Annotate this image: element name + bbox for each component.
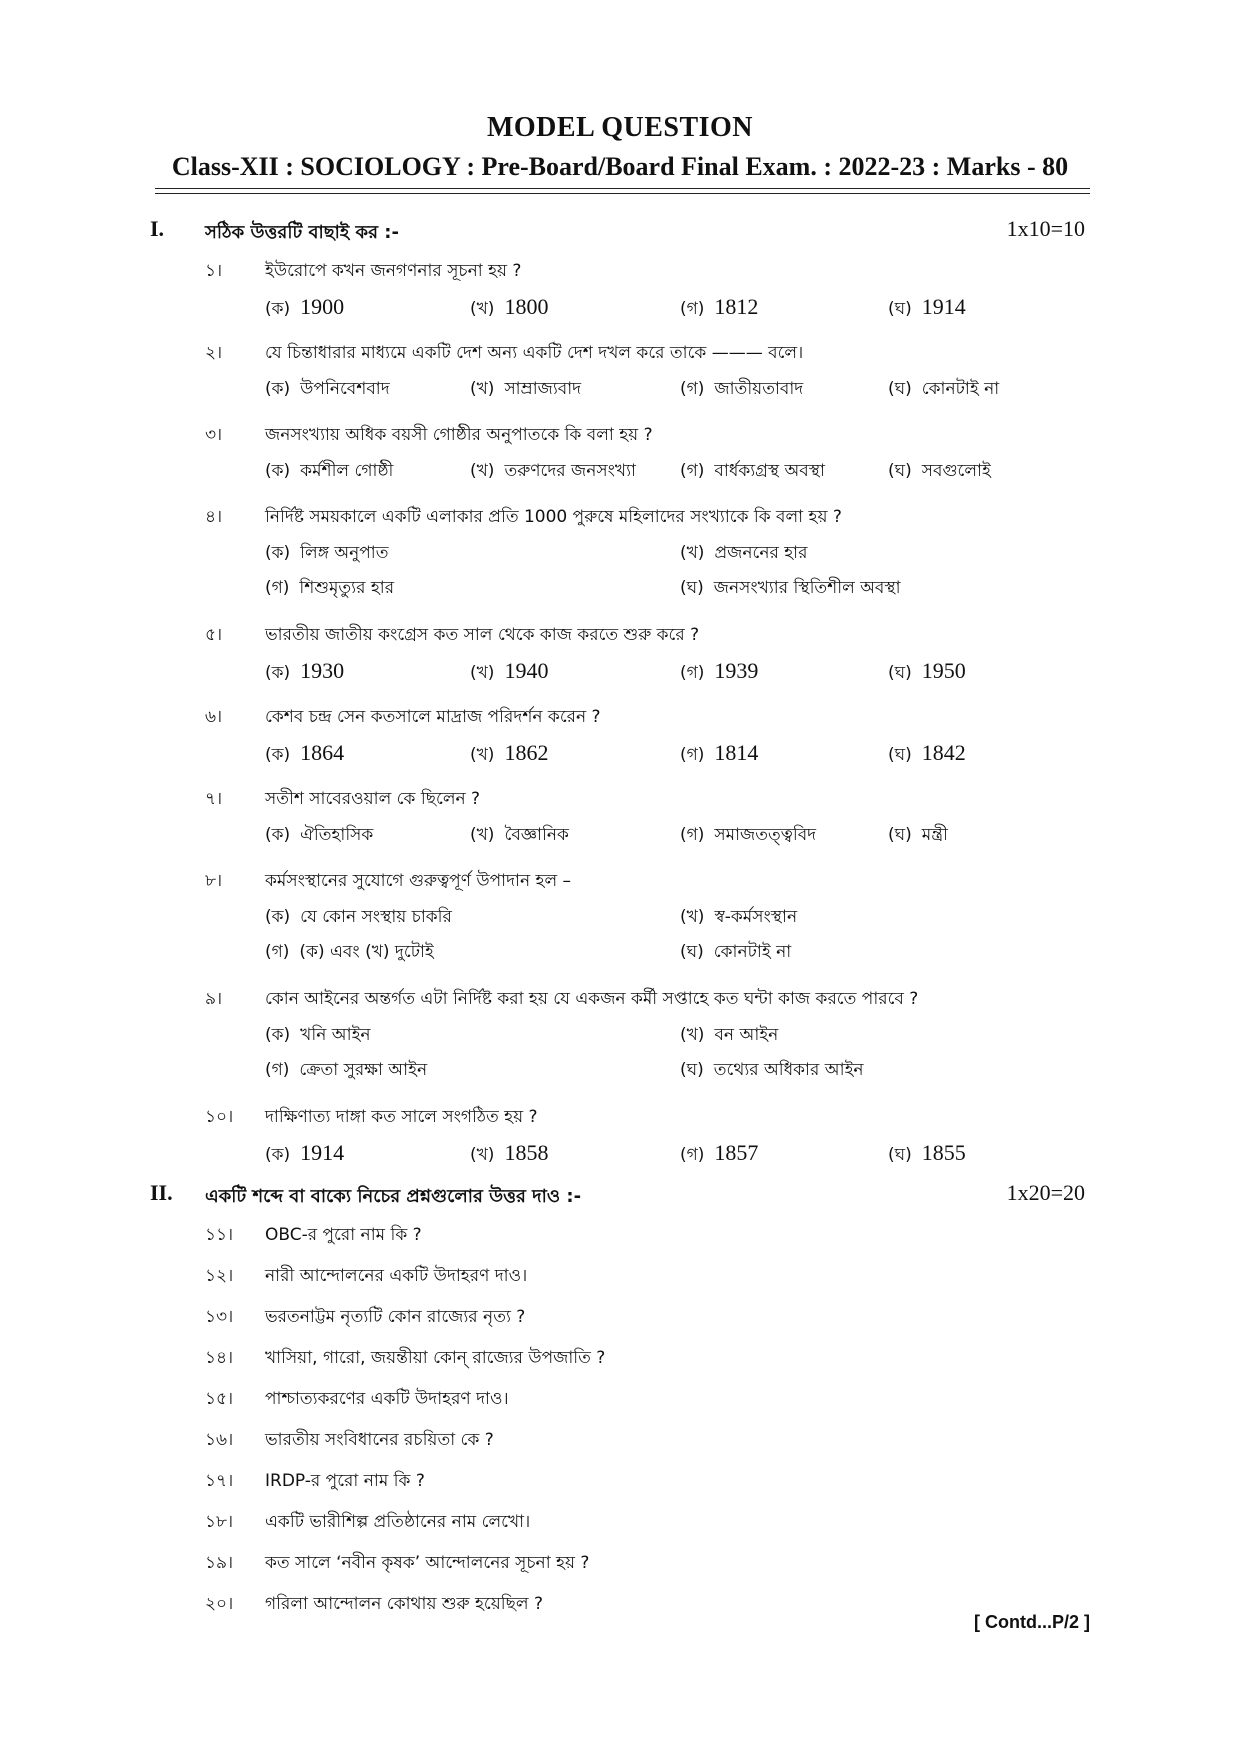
option-item [470, 458, 636, 486]
option-item [680, 904, 797, 932]
question-text: ভারতীয় জাতীয় কংগ্রেস কত সাল থেকে কাজ করতে শুরু করে ? [265, 625, 700, 645]
question-text: খাসিয়া, গারো, জয়ন্তীয়া কোন্ রাজ্যের উপজাতি ? [265, 1348, 606, 1368]
option-item [888, 458, 991, 486]
option-item [680, 540, 807, 568]
option-item [265, 575, 394, 603]
option-item [888, 740, 966, 770]
question-text: নারী আন্দোলনের একটি উদাহরণ দাও। [265, 1266, 528, 1286]
question-number: ১৩। [205, 1307, 234, 1327]
option-label: (ঘ) [888, 299, 912, 319]
option-item [265, 458, 393, 486]
option-text: যে কোন সংস্থায় চাকরি [300, 907, 452, 927]
option-text: 1939 [714, 658, 759, 683]
option-text: 1930 [300, 658, 345, 683]
header-rule-top [155, 188, 1090, 189]
section-2-number: II. [150, 1180, 173, 1205]
option-label: (খ) [470, 1145, 495, 1165]
question-text: OBC-র পুরো নাম কি ? [265, 1225, 422, 1245]
option-text: স্ব-কর্মসংস্থান [714, 907, 798, 927]
option-item [680, 939, 791, 967]
option-item [888, 658, 966, 688]
option-text: বার্ধক্যগ্রস্থ অবস্থা [714, 461, 825, 481]
option-text: 1857 [714, 1140, 759, 1165]
option-item [265, 1022, 371, 1050]
option-text: 1858 [504, 1140, 549, 1165]
option-item [680, 658, 758, 688]
option-label: (ক) [265, 299, 291, 319]
option-label: (ক) [265, 745, 291, 765]
option-text: সমাজতত্ত্ববিদ [714, 825, 817, 845]
question-number: ১০। [205, 1107, 234, 1127]
question-text: IRDP-র পুরো নাম কি ? [265, 1471, 425, 1491]
question-number: ৩। [205, 425, 223, 445]
option-item [680, 740, 758, 770]
option-label: (ঘ) [888, 825, 912, 845]
option-label: (ঘ) [888, 461, 912, 481]
option-label: (খ) [680, 1025, 705, 1045]
option-item [680, 1022, 778, 1050]
continued-note: [ Contd...P/2 ] [974, 1612, 1090, 1632]
option-label: (খ) [470, 663, 495, 683]
option-item [265, 822, 373, 850]
option-label: (খ) [470, 825, 495, 845]
option-label: (ক) [265, 1145, 291, 1165]
option-label: (ক) [265, 379, 291, 399]
option-item [265, 376, 390, 404]
option-label: (ঘ) [888, 663, 912, 683]
option-label: (খ) [680, 543, 705, 563]
option-label: (ক) [265, 543, 291, 563]
option-text: (ক) এবং (খ) দুটোই [299, 942, 434, 962]
question-number: ১৮। [205, 1512, 234, 1532]
question-text: পাশ্চাত্যকরণের একটি উদাহরণ দাও। [265, 1389, 509, 1409]
option-label: (খ) [470, 745, 495, 765]
option-item [888, 1140, 966, 1170]
option-text: 1812 [714, 294, 759, 319]
question-number: ২০। [205, 1594, 234, 1614]
page-title: MODEL QUESTION [486, 112, 754, 143]
option-label: (গ) [680, 379, 705, 399]
question-text: কর্মসংস্থানের সুযোগে গুরুত্বপূর্ণ উপাদান হল – [265, 871, 572, 891]
option-item [265, 294, 344, 324]
option-text: কোনটাই না [713, 942, 792, 962]
option-label: (ক) [265, 907, 291, 927]
option-item [680, 822, 816, 850]
option-label: (গ) [265, 1060, 290, 1080]
option-text: তরুণদের জনসংখ্যা [504, 461, 636, 481]
section-1-number: I. [150, 216, 165, 241]
question-text: জনসংখ্যায় অধিক বয়সী গোষ্ঠীর অনুপাতকে কি বলা হয় ? [265, 425, 653, 445]
option-item [470, 1140, 548, 1170]
option-label: (গ) [680, 663, 705, 683]
option-text: 1940 [504, 658, 549, 683]
option-label: (ঘ) [680, 578, 704, 598]
option-text: 1855 [921, 1140, 966, 1165]
option-item [680, 1140, 758, 1170]
option-text: সাম্রাজ্যবাদ [504, 379, 582, 399]
question-number: ১১। [205, 1225, 234, 1245]
option-text: 1914 [300, 1140, 345, 1165]
option-text: 1900 [300, 294, 345, 319]
option-text: বন আইন [714, 1025, 779, 1045]
question-number: ১২। [205, 1266, 234, 1286]
option-item [470, 658, 548, 688]
section-1-marks: 1x10=10 [1006, 216, 1085, 241]
question-text: নির্দিষ্ট সময়কালে একটি এলাকার প্রতি 1000 পুরুষে মহিলাদের সংখ্যাকে কি বলা হয় ? [265, 507, 842, 527]
option-text: সবগুলোই [921, 461, 991, 481]
option-text: 1862 [504, 740, 549, 765]
option-text: শিশুমৃত্যুর হার [299, 578, 395, 598]
question-number: ৪। [205, 507, 223, 527]
question-number: ১৯। [205, 1553, 234, 1573]
option-text: ক্রেতা সুরক্ষা আইন [299, 1060, 428, 1080]
question-number: ৫। [205, 625, 223, 645]
option-label: (ক) [265, 461, 291, 481]
option-item [888, 376, 999, 404]
option-text: উপনিবেশবাদ [300, 379, 390, 399]
question-text: একটি ভারীশিল্প প্রতিষ্ঠানের নাম লেখো। [265, 1512, 531, 1532]
option-label: (ঘ) [888, 379, 912, 399]
option-label: (ক) [265, 825, 291, 845]
question-text: যে চিন্তাধারার মাধ্যমে একটি দেশ অন্য একটি দেশ দখল করে তাকে ——— বলে। [265, 343, 804, 363]
option-item [470, 740, 548, 770]
option-text: জাতীয়তাবাদ [714, 379, 804, 399]
option-item [680, 294, 758, 324]
option-item [265, 540, 388, 568]
question-text: ভরতনাট্টম নৃত্যটি কোন রাজ্যের নৃত্য ? [265, 1307, 526, 1327]
option-text: 1842 [921, 740, 966, 765]
question-text: সতীশ সাবেরওয়াল কে ছিলেন ? [265, 789, 481, 809]
option-label: (গ) [680, 745, 705, 765]
option-item [470, 294, 548, 324]
option-item [680, 1057, 864, 1085]
question-number: ৮। [205, 871, 223, 891]
option-text: মন্ত্রী [921, 825, 948, 845]
option-label: (গ) [680, 299, 705, 319]
option-label: (ঘ) [888, 745, 912, 765]
option-item [680, 376, 803, 404]
option-item [265, 1140, 344, 1170]
option-text: 1800 [504, 294, 549, 319]
option-label: (খ) [680, 907, 705, 927]
option-item [470, 376, 581, 404]
option-label: (ঘ) [888, 1145, 912, 1165]
option-text: 1864 [300, 740, 345, 765]
question-number: ৬। [205, 707, 223, 727]
option-text: লিঙ্গ অনুপাত [300, 543, 389, 563]
option-text: ঐতিহাসিক [300, 825, 374, 845]
option-item [265, 939, 434, 967]
option-text: বৈজ্ঞানিক [504, 825, 569, 845]
question-text: ভারতীয় সংবিধানের রচয়িতা কে ? [265, 1430, 494, 1450]
option-label: (ক) [265, 663, 291, 683]
question-number: ১৪। [205, 1348, 234, 1368]
option-label: (খ) [470, 299, 495, 319]
option-item [265, 904, 452, 932]
option-text: তথ্যের অধিকার আইন [713, 1060, 864, 1080]
option-item [265, 740, 344, 770]
question-text: কোন আইনের অন্তর্গত এটা নির্দিষ্ট করা হয় যে একজন কর্মী সপ্তাহে কত ঘন্টা কাজ করতে পারবে ? [265, 989, 919, 1009]
option-label: (গ) [265, 578, 290, 598]
option-item [265, 658, 344, 688]
question-number: ১৫। [205, 1389, 234, 1409]
question-number: ৯। [205, 989, 223, 1009]
option-item [888, 294, 966, 324]
option-text: কোনটাই না [921, 379, 1000, 399]
option-label: (গ) [680, 461, 705, 481]
option-label: (ঘ) [680, 1060, 704, 1080]
question-number: ১। [205, 261, 223, 281]
option-item [265, 1057, 427, 1085]
option-label: (ক) [265, 1025, 291, 1045]
option-item [888, 822, 948, 850]
option-label: (খ) [470, 461, 495, 481]
question-text: গরিলা আন্দোলন কোথায় শুরু হয়েছিল ? [265, 1594, 543, 1614]
option-item [680, 575, 901, 603]
option-text: 1950 [921, 658, 966, 683]
question-text: দাক্ষিণাত্য দাঙ্গা কত সালে সংগঠিত হয় ? [265, 1107, 538, 1127]
header-rule-bottom [155, 193, 1090, 194]
option-label: (গ) [680, 1145, 705, 1165]
option-text: খনি আইন [300, 1025, 371, 1045]
option-text: 1814 [714, 740, 759, 765]
option-label: (গ) [265, 942, 290, 962]
option-label: (ঘ) [680, 942, 704, 962]
option-label: (খ) [470, 379, 495, 399]
option-text: প্রজননের হার [714, 543, 808, 563]
question-text: কেশব চন্দ্র সেন কতসালে মাদ্রাজ পরিদর্শন করেন ? [265, 707, 601, 727]
question-number: ১৬। [205, 1430, 234, 1450]
question-number: ২। [205, 343, 223, 363]
option-text: জনসংখ্যার স্থিতিশীল অবস্থা [713, 578, 901, 598]
question-number: ১৭। [205, 1471, 234, 1491]
question-text: কত সালে ‘নবীন কৃষক’ আন্দোলনের সূচনা হয় ? [265, 1553, 590, 1573]
option-item [680, 458, 825, 486]
option-label: (গ) [680, 825, 705, 845]
section-2-marks: 1x20=20 [1006, 1180, 1085, 1205]
option-text: 1914 [921, 294, 966, 319]
section-1-heading: সঠিক উত্তরটি বাছাই কর :- [205, 222, 399, 243]
question-number: ৭। [205, 789, 223, 809]
exam-subtitle: Class-XII : SOCIOLOGY : Pre-Board/Board Final Exam. : 2022-23 : Marks - 80 [171, 152, 1069, 181]
question-text: ইউরোপে কখন জনগণনার সূচনা হয় ? [265, 261, 522, 281]
option-item [470, 822, 569, 850]
section-2-heading: একটি শব্দে বা বাক্যে নিচের প্রশ্নগুলোর উত্তর দাও :- [205, 1186, 582, 1207]
option-text: কর্মশীল গোষ্ঠী [300, 461, 394, 481]
